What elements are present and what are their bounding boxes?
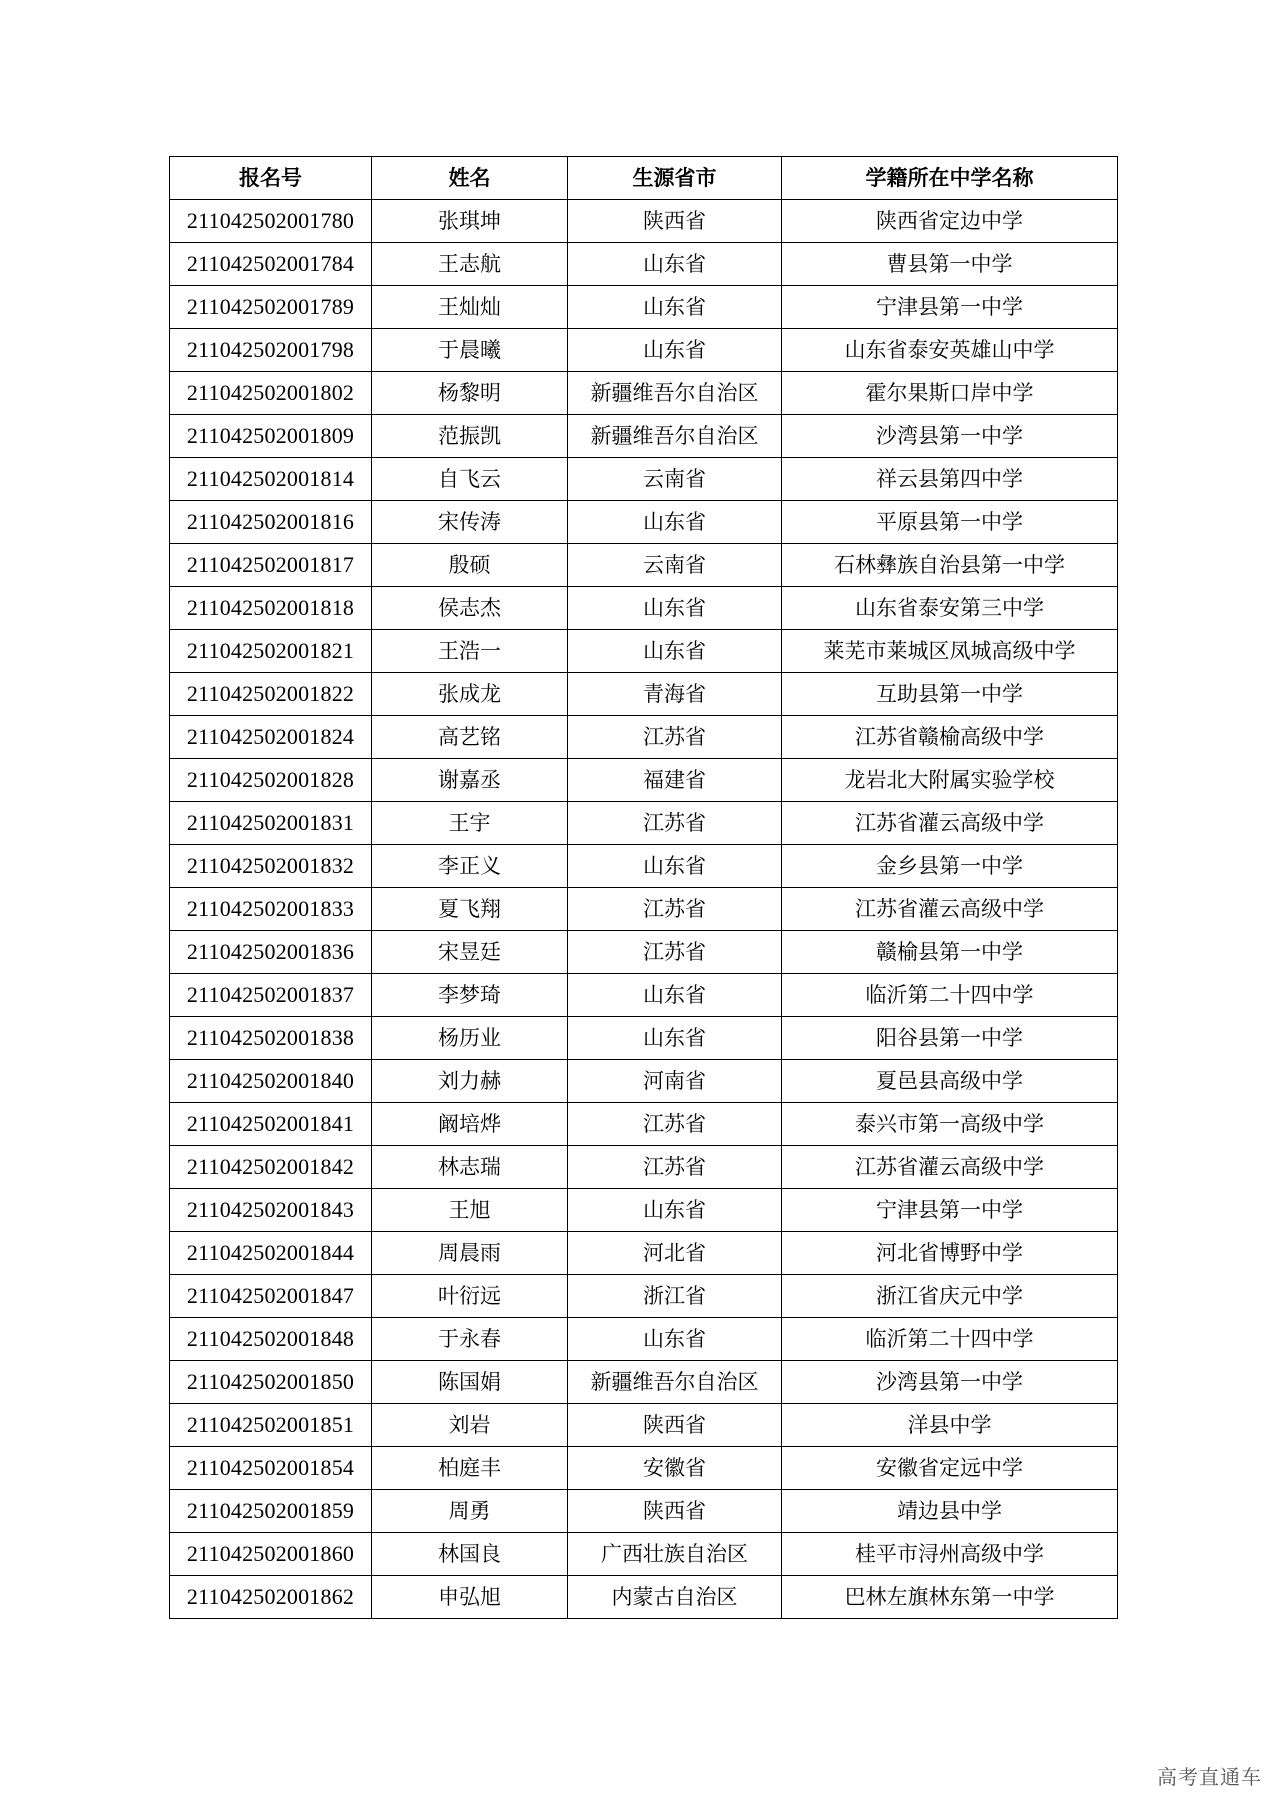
cell-name: 杨历业 — [372, 1017, 568, 1060]
cell-school-name: 泰兴市第一高级中学 — [782, 1103, 1118, 1146]
table-row — [170, 1146, 1118, 1189]
cell-origin-province: 新疆维吾尔自治区 — [568, 415, 782, 458]
table-row — [170, 243, 1118, 286]
cell-registration-number: 211042502001843 — [170, 1189, 372, 1232]
cell-name: 于永春 — [372, 1318, 568, 1361]
cell-school-name: 江苏省灌云高级中学 — [782, 1146, 1118, 1189]
cell-school-name: 临沂第二十四中学 — [782, 1318, 1118, 1361]
watermark: 高考直通车 — [1157, 1765, 1262, 1789]
cell-name: 刘力赫 — [372, 1060, 568, 1103]
cell-name: 李梦琦 — [372, 974, 568, 1017]
table-row — [170, 673, 1118, 716]
cell-school-name: 沙湾县第一中学 — [782, 1361, 1118, 1404]
cell-registration-number: 211042502001818 — [170, 587, 372, 630]
cell-origin-province: 内蒙古自治区 — [568, 1576, 782, 1619]
cell-name: 王灿灿 — [372, 286, 568, 329]
cell-school-name: 宁津县第一中学 — [782, 1189, 1118, 1232]
cell-registration-number: 211042502001824 — [170, 716, 372, 759]
cell-registration-number: 211042502001841 — [170, 1103, 372, 1146]
cell-name: 王浩一 — [372, 630, 568, 673]
table-body — [170, 200, 1118, 1619]
cell-origin-province: 江苏省 — [568, 888, 782, 931]
cell-registration-number: 211042502001844 — [170, 1232, 372, 1275]
cell-origin-province: 山东省 — [568, 1017, 782, 1060]
cell-school-name: 洋县中学 — [782, 1404, 1118, 1447]
cell-registration-number: 211042502001850 — [170, 1361, 372, 1404]
cell-registration-number: 211042502001848 — [170, 1318, 372, 1361]
cell-name: 宋昱廷 — [372, 931, 568, 974]
cell-origin-province: 江苏省 — [568, 716, 782, 759]
cell-origin-province: 山东省 — [568, 501, 782, 544]
table-header — [170, 157, 1118, 200]
table-row — [170, 931, 1118, 974]
cell-origin-province: 山东省 — [568, 974, 782, 1017]
cell-registration-number: 211042502001784 — [170, 243, 372, 286]
cell-name: 李正义 — [372, 845, 568, 888]
cell-registration-number: 211042502001831 — [170, 802, 372, 845]
cell-registration-number: 211042502001838 — [170, 1017, 372, 1060]
cell-name: 刘岩 — [372, 1404, 568, 1447]
table-row — [170, 845, 1118, 888]
cell-registration-number: 211042502001836 — [170, 931, 372, 974]
cell-origin-province: 江苏省 — [568, 802, 782, 845]
cell-school-name: 桂平市浔州高级中学 — [782, 1533, 1118, 1576]
cell-origin-province: 山东省 — [568, 630, 782, 673]
cell-school-name: 靖边县中学 — [782, 1490, 1118, 1533]
table-row — [170, 372, 1118, 415]
cell-school-name: 沙湾县第一中学 — [782, 415, 1118, 458]
cell-name: 林志瑞 — [372, 1146, 568, 1189]
table-row — [170, 286, 1118, 329]
cell-name: 阚培烨 — [372, 1103, 568, 1146]
cell-name: 自飞云 — [372, 458, 568, 501]
cell-origin-province: 新疆维吾尔自治区 — [568, 372, 782, 415]
cell-school-name: 临沂第二十四中学 — [782, 974, 1118, 1017]
table-row — [170, 716, 1118, 759]
cell-school-name: 宁津县第一中学 — [782, 286, 1118, 329]
table-row — [170, 329, 1118, 372]
cell-origin-province: 江苏省 — [568, 1146, 782, 1189]
cell-school-name: 浙江省庆元中学 — [782, 1275, 1118, 1318]
cell-name: 于晨曦 — [372, 329, 568, 372]
cell-origin-province: 云南省 — [568, 544, 782, 587]
cell-school-name: 安徽省定远中学 — [782, 1447, 1118, 1490]
table-row — [170, 1103, 1118, 1146]
cell-school-name: 阳谷县第一中学 — [782, 1017, 1118, 1060]
document-page — [169, 156, 1117, 1619]
cell-origin-province: 陕西省 — [568, 1404, 782, 1447]
cell-registration-number: 211042502001840 — [170, 1060, 372, 1103]
cell-name: 周晨雨 — [372, 1232, 568, 1275]
table-row — [170, 1490, 1118, 1533]
cell-origin-province: 云南省 — [568, 458, 782, 501]
cell-school-name: 河北省博野中学 — [782, 1232, 1118, 1275]
table-row — [170, 200, 1118, 243]
cell-school-name: 金乡县第一中学 — [782, 845, 1118, 888]
cell-origin-province: 江苏省 — [568, 931, 782, 974]
cell-registration-number: 211042502001837 — [170, 974, 372, 1017]
cell-registration-number: 211042502001789 — [170, 286, 372, 329]
cell-registration-number: 211042502001860 — [170, 1533, 372, 1576]
table-row — [170, 1447, 1118, 1490]
cell-school-name: 曹县第一中学 — [782, 243, 1118, 286]
table-row — [170, 888, 1118, 931]
cell-school-name: 江苏省赣榆高级中学 — [782, 716, 1118, 759]
cell-name: 高艺铭 — [372, 716, 568, 759]
cell-origin-province: 山东省 — [568, 1189, 782, 1232]
cell-name: 陈国娟 — [372, 1361, 568, 1404]
cell-school-name: 山东省泰安第三中学 — [782, 587, 1118, 630]
cell-origin-province: 山东省 — [568, 286, 782, 329]
cell-origin-province: 山东省 — [568, 1318, 782, 1361]
cell-origin-province: 山东省 — [568, 587, 782, 630]
cell-name: 杨黎明 — [372, 372, 568, 415]
cell-name: 申弘旭 — [372, 1576, 568, 1619]
cell-school-name: 石林彝族自治县第一中学 — [782, 544, 1118, 587]
cell-name: 林国良 — [372, 1533, 568, 1576]
table-row — [170, 1017, 1118, 1060]
table-row — [170, 544, 1118, 587]
cell-name: 宋传涛 — [372, 501, 568, 544]
cell-registration-number: 211042502001842 — [170, 1146, 372, 1189]
table-row — [170, 974, 1118, 1017]
cell-school-name: 霍尔果斯口岸中学 — [782, 372, 1118, 415]
table-row — [170, 1361, 1118, 1404]
cell-origin-province: 山东省 — [568, 243, 782, 286]
cell-origin-province: 山东省 — [568, 329, 782, 372]
table-row — [170, 759, 1118, 802]
cell-registration-number: 211042502001847 — [170, 1275, 372, 1318]
header-school-name: 学籍所在中学名称 — [782, 157, 1118, 200]
cell-registration-number: 211042502001832 — [170, 845, 372, 888]
table-row — [170, 1318, 1118, 1361]
cell-origin-province: 河北省 — [568, 1232, 782, 1275]
cell-registration-number: 211042502001817 — [170, 544, 372, 587]
cell-origin-province: 广西壮族自治区 — [568, 1533, 782, 1576]
table-row — [170, 1189, 1118, 1232]
cell-name: 范振凯 — [372, 415, 568, 458]
cell-registration-number: 211042502001822 — [170, 673, 372, 716]
table-row — [170, 458, 1118, 501]
cell-name: 柏庭丰 — [372, 1447, 568, 1490]
cell-name: 王旭 — [372, 1189, 568, 1232]
cell-name: 王宇 — [372, 802, 568, 845]
cell-school-name: 夏邑县高级中学 — [782, 1060, 1118, 1103]
cell-registration-number: 211042502001859 — [170, 1490, 372, 1533]
cell-origin-province: 福建省 — [568, 759, 782, 802]
table-row — [170, 802, 1118, 845]
cell-school-name: 江苏省灌云高级中学 — [782, 888, 1118, 931]
cell-name: 张成龙 — [372, 673, 568, 716]
table-row — [170, 1576, 1118, 1619]
cell-registration-number: 211042502001798 — [170, 329, 372, 372]
table-row — [170, 1275, 1118, 1318]
cell-school-name: 祥云县第四中学 — [782, 458, 1118, 501]
table-row — [170, 587, 1118, 630]
admission-list-table — [169, 156, 1118, 1619]
cell-name: 谢嘉丞 — [372, 759, 568, 802]
cell-origin-province: 浙江省 — [568, 1275, 782, 1318]
cell-origin-province: 山东省 — [568, 845, 782, 888]
cell-origin-province: 安徽省 — [568, 1447, 782, 1490]
cell-school-name: 互助县第一中学 — [782, 673, 1118, 716]
cell-school-name: 江苏省灌云高级中学 — [782, 802, 1118, 845]
cell-name: 殷硕 — [372, 544, 568, 587]
cell-registration-number: 211042502001814 — [170, 458, 372, 501]
table-row — [170, 1232, 1118, 1275]
cell-registration-number: 211042502001851 — [170, 1404, 372, 1447]
cell-school-name: 龙岩北大附属实验学校 — [782, 759, 1118, 802]
cell-name: 王志航 — [372, 243, 568, 286]
cell-origin-province: 陕西省 — [568, 1490, 782, 1533]
cell-registration-number: 211042502001828 — [170, 759, 372, 802]
cell-school-name: 莱芜市莱城区凤城高级中学 — [782, 630, 1118, 673]
table-row — [170, 1404, 1118, 1447]
cell-name: 叶衍远 — [372, 1275, 568, 1318]
table-row — [170, 501, 1118, 544]
cell-origin-province: 河南省 — [568, 1060, 782, 1103]
cell-origin-province: 新疆维吾尔自治区 — [568, 1361, 782, 1404]
cell-origin-province: 青海省 — [568, 673, 782, 716]
cell-registration-number: 211042502001833 — [170, 888, 372, 931]
cell-name: 夏飞翔 — [372, 888, 568, 931]
header-origin-province: 生源省市 — [568, 157, 782, 200]
cell-name: 侯志杰 — [372, 587, 568, 630]
cell-name: 张琪坤 — [372, 200, 568, 243]
cell-registration-number: 211042502001809 — [170, 415, 372, 458]
cell-registration-number: 211042502001780 — [170, 200, 372, 243]
header-name: 姓名 — [372, 157, 568, 200]
cell-school-name: 山东省泰安英雄山中学 — [782, 329, 1118, 372]
cell-school-name: 赣榆县第一中学 — [782, 931, 1118, 974]
cell-registration-number: 211042502001862 — [170, 1576, 372, 1619]
cell-registration-number: 211042502001816 — [170, 501, 372, 544]
cell-name: 周勇 — [372, 1490, 568, 1533]
table-row — [170, 630, 1118, 673]
cell-origin-province: 江苏省 — [568, 1103, 782, 1146]
table-row — [170, 1060, 1118, 1103]
header-row — [170, 157, 1118, 200]
table-row — [170, 1533, 1118, 1576]
cell-school-name: 平原县第一中学 — [782, 501, 1118, 544]
header-registration-number: 报名号 — [170, 157, 372, 200]
table-row — [170, 415, 1118, 458]
cell-registration-number: 211042502001854 — [170, 1447, 372, 1490]
cell-registration-number: 211042502001802 — [170, 372, 372, 415]
cell-registration-number: 211042502001821 — [170, 630, 372, 673]
cell-school-name: 巴林左旗林东第一中学 — [782, 1576, 1118, 1619]
cell-school-name: 陕西省定边中学 — [782, 200, 1118, 243]
cell-origin-province: 陕西省 — [568, 200, 782, 243]
